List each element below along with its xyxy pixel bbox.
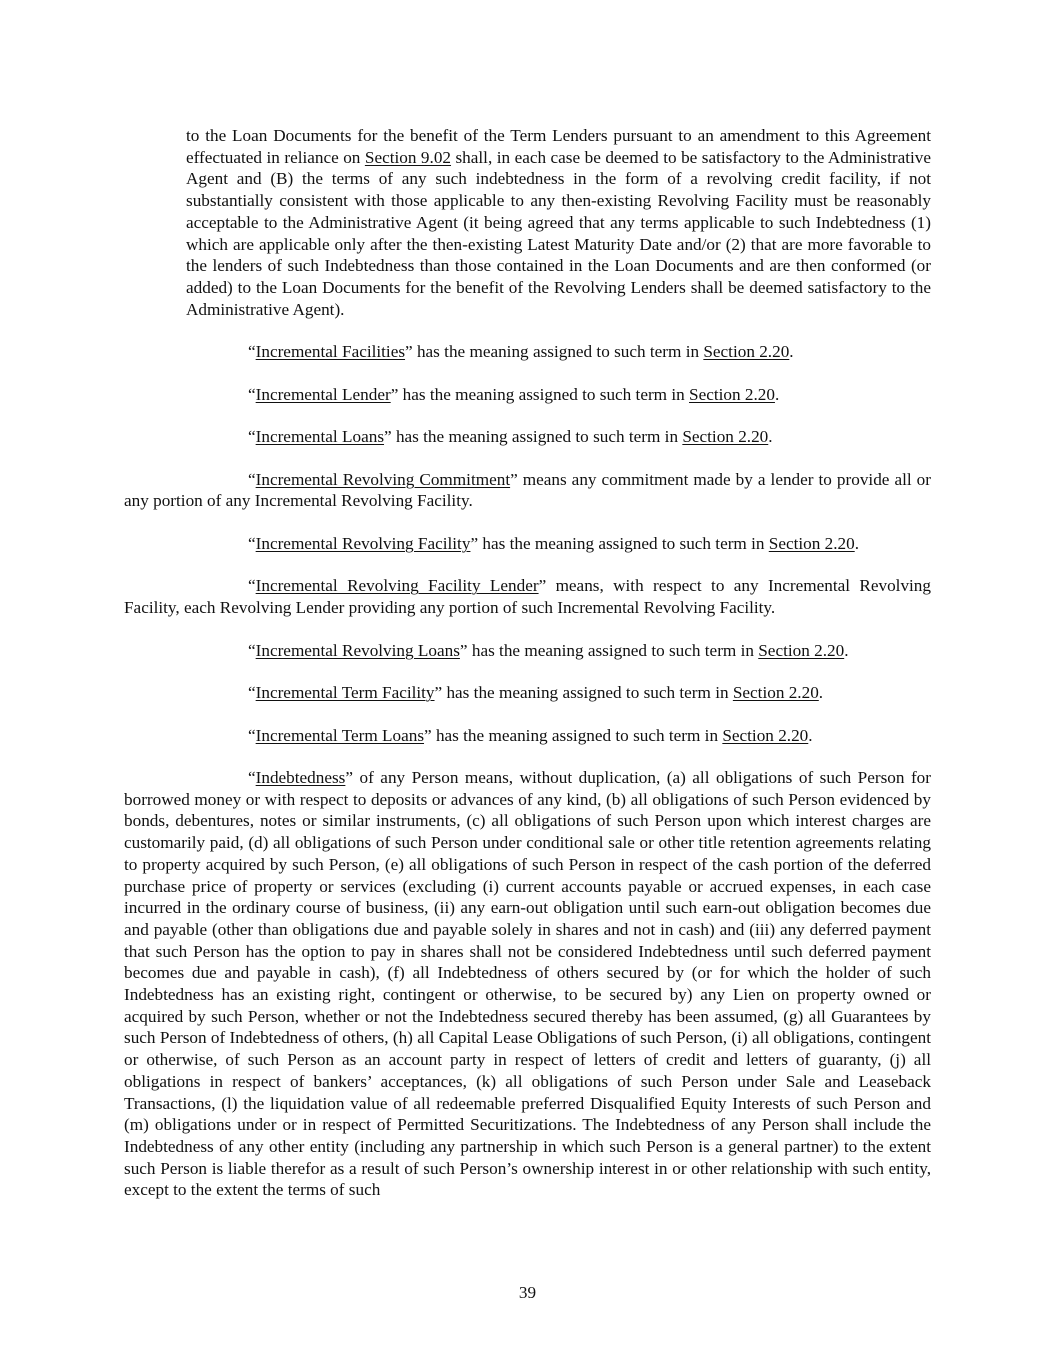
definition-incremental-revolving-facility-lender: “Incremental Revolving Facility Lender” means, with respect to any Incremental Revolving Facility, each Revolving Lender providing any portion of such Incremental Revolving Facility.	[124, 576, 931, 618]
section-reference: Section 2.20	[732, 683, 819, 703]
definition-incremental-revolving-loans: “Incremental Revolving Loans” has the meaning assigned to such term in Section 2.20.	[248, 640, 849, 660]
page-number: 39	[518, 1283, 537, 1302]
document-body	[124, 125, 931, 1201]
section-reference: Section 9.02	[364, 147, 452, 167]
section-reference: Section 2.20	[682, 427, 769, 447]
continuation-paragraph: to the Loan Documents for the benefit of the Term Lenders pursuant to an amendment to this Agreement effectuated in reliance on Section 9.02 shall, in each case be deemed to be satisfactory to the Administrative Agent and (B) the terms of any such indebtedness in the form of a revolving credit facility, if not substantially consistent with those applicable to any then-existing Revolving Facility must be reasonably acceptable to the Administrative Agent (it being agreed that any terms applicable to such Indebtedness (1) which are applicable only after the then-existing Latest Maturity Date and/or (2) that are more favorable to the lenders of such Indebtedness than those contained in the Loan Documents and are then conformed (or added) to the Loan Documents for the benefit of the Revolving Lenders shall be deemed satisfactory to the Administrative Agent).	[186, 126, 931, 319]
definition-indebtedness: “Indebtedness” of any Person means, without duplication, (a) all obligations of such Person for borrowed money or with respect to deposits or advances of any kind, (b) all obligations of such Person evidenced by bonds, debentures, notes or similar instruments, (c) all obligations of such Person upon which interest charges are customarily paid, (d) all obligations of such Person under conditional sale or other title retention agreements relating to property acquired by such Person, (e) all obligations of such Person in respect of the cash portion of the deferred purchase price of property or services (excluding (i) current accounts payable or accrued expenses, in each case incurred in the ordinary course of business, (ii) any earn-out obligation until such earn-out obligation becomes due and payable (other than obligations due and payable solely in shares and not in cash) and (iii) any deferred payment that such Person has the option to pay in shares shall not be considered Indebtedness until such deferred payment becomes due and payable in cash), (f) all Indebtedness of others secured by (or for which the holder of such Indebtedness has an existing right, contingent or otherwise, to be secured by) any Lien on property owned or acquired by such Person, whether or not the Indebtedness secured thereby has been assumed, (g) all Guarantees by such Person of Indebtedness of others, (h) all Capital Lease Obligations of such Person, (i) all obligations, contingent or otherwise, of such Person as an account party in respect of letters of credit and letters of guaranty, (j) all obligations in respect of bankers’ acceptances, (k) all obligations of such Person under Sale and Leaseback Transactions, (l) the liquidation value of all redeemable preferred Disqualified Equity Interests of such Person and (m) obligations under or in respect of Permitted Securitizations. The Indebtedness of any Person shall include the Indebtedness of any other entity (including any partnership in which such Person is a general partner) to the extent such Person is liable therefor as a result of such Person’s ownership interest in or other relationship with such entity, except to the extent the terms of such	[124, 768, 931, 1200]
defined-term: Incremental Term Loans	[255, 725, 425, 745]
section-reference: Section 2.20	[768, 533, 855, 553]
defined-term: Incremental Revolving Loans	[255, 640, 460, 660]
defined-term: Incremental Term Facility	[255, 683, 435, 703]
defined-term: Incremental Revolving Commitment	[255, 469, 511, 489]
defined-term: Incremental Loans	[255, 427, 385, 447]
definition-incremental-revolving-facility: “Incremental Revolving Facility” has the meaning assigned to such term in Section 2.20.	[248, 533, 859, 553]
defined-term: Incremental Revolving Facility Lender	[255, 576, 539, 596]
defined-term: Incremental Facilities	[255, 342, 406, 362]
definition-incremental-revolving-commitment: “Incremental Revolving Commitment” means any commitment made by a lender to provide all or any portion of any Incremental Revolving Facility.	[124, 469, 931, 511]
definition-incremental-lender: “Incremental Lender” has the meaning assigned to such term in Section 2.20.	[248, 384, 780, 404]
definition-incremental-term-facility: “Incremental Term Facility” has the meaning assigned to such term in Section 2.20.	[248, 683, 824, 703]
section-reference: Section 2.20	[722, 725, 809, 745]
defined-term: Indebtedness	[255, 768, 346, 788]
definition-incremental-term-loans: “Incremental Term Loans” has the meaning assigned to such term in Section 2.20.	[248, 725, 813, 745]
defined-term: Incremental Lender	[255, 384, 391, 404]
section-reference: Section 2.20	[689, 384, 775, 404]
defined-term: Incremental Revolving Facility	[255, 533, 471, 553]
definition-incremental-loans: “Incremental Loans” has the meaning assigned to such term in Section 2.20.	[248, 427, 773, 447]
definition-incremental-facilities: “Incremental Facilities” has the meaning assigned to such term in Section 2.20.	[248, 342, 794, 362]
section-reference: Section 2.20	[758, 640, 845, 660]
section-reference: Section 2.20	[703, 342, 790, 362]
